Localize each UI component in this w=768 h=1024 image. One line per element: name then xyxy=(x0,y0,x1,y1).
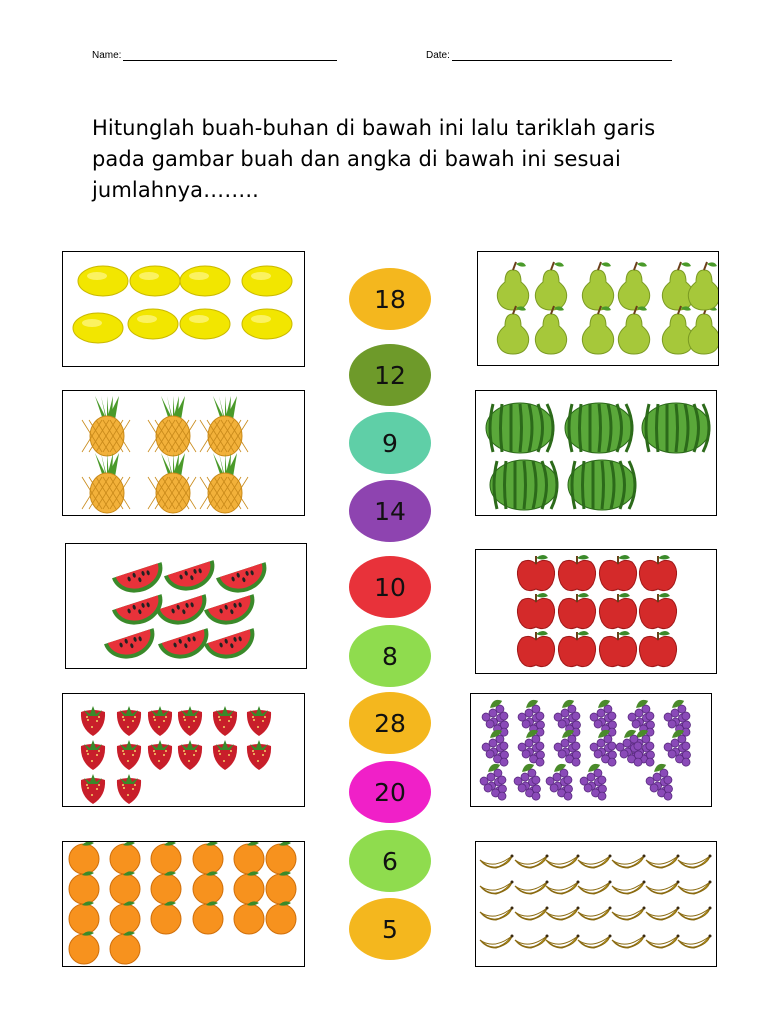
name-field[interactable] xyxy=(92,50,337,61)
strawberry-icon xyxy=(178,740,202,770)
pear-icon xyxy=(497,306,528,354)
orange-icon xyxy=(151,842,181,874)
watermelon-icon xyxy=(568,460,636,510)
pineapple-icon xyxy=(82,396,130,456)
number-circle-4[interactable] xyxy=(349,480,431,542)
banana-icon xyxy=(678,855,712,869)
lemon-icon xyxy=(242,309,292,339)
orange-icon xyxy=(110,842,140,874)
orange-icon xyxy=(193,842,223,874)
grape-icon xyxy=(510,761,551,805)
grape-icon xyxy=(550,727,591,771)
banana-box[interactable] xyxy=(475,841,717,967)
watermelon-slice-icon xyxy=(204,628,260,665)
banana-icon xyxy=(678,935,712,949)
number-circle-7[interactable] xyxy=(349,692,431,754)
date-label: Date: xyxy=(426,50,450,61)
apple-icon xyxy=(639,555,676,591)
number-circle-6[interactable] xyxy=(349,625,431,687)
apple-icon xyxy=(639,631,676,667)
lemon-icon xyxy=(78,266,128,296)
number-circle-9[interactable] xyxy=(349,830,431,892)
number-label: 9 xyxy=(382,428,398,458)
orange-icon xyxy=(69,901,99,934)
apple-icon xyxy=(517,555,554,591)
banana-icon xyxy=(546,855,580,869)
number-circle-10[interactable] xyxy=(349,898,431,960)
pineapple-box[interactable] xyxy=(62,390,305,516)
banana-icon xyxy=(480,855,514,869)
pear-icon xyxy=(618,306,649,354)
orange-icon xyxy=(110,931,140,964)
apple-icon xyxy=(639,593,676,629)
pear-icon xyxy=(582,262,613,310)
orange-icon xyxy=(110,871,140,904)
apple-icon xyxy=(517,631,554,667)
banana-icon xyxy=(546,935,580,949)
banana-icon xyxy=(612,935,646,949)
banana-icon xyxy=(578,855,612,869)
pear-group xyxy=(478,252,718,365)
strawberry-icon xyxy=(81,740,105,770)
banana-icon xyxy=(612,881,646,895)
banana-icon xyxy=(612,855,646,869)
number-circle-8[interactable] xyxy=(349,761,431,823)
banana-icon xyxy=(646,855,680,869)
orange-icon xyxy=(266,842,296,874)
watermelon-slice-icon xyxy=(104,628,160,665)
strawberry-box[interactable] xyxy=(62,693,305,807)
date-line[interactable] xyxy=(452,50,672,61)
grape-icon xyxy=(642,761,683,805)
pineapple-icon xyxy=(82,453,130,513)
lemon-icon xyxy=(130,266,180,296)
strawberry-icon xyxy=(81,706,105,736)
banana-icon xyxy=(480,907,514,921)
name-label: Name: xyxy=(92,50,122,61)
watermelon-icon xyxy=(642,403,710,453)
grape-group xyxy=(471,694,711,806)
banana-icon xyxy=(578,907,612,921)
apple-icon xyxy=(517,593,554,629)
strawberry-icon xyxy=(213,706,237,736)
number-label: 5 xyxy=(382,914,398,944)
pineapple-group xyxy=(63,391,304,515)
orange-icon xyxy=(234,901,264,934)
number-circle-3[interactable] xyxy=(349,412,431,474)
banana-icon xyxy=(515,881,549,895)
pineapple-icon xyxy=(148,453,196,513)
lemon-group xyxy=(63,252,304,366)
banana-icon xyxy=(578,881,612,895)
banana-icon xyxy=(515,935,549,949)
strawberry-icon xyxy=(178,706,202,736)
grape-icon xyxy=(542,761,583,805)
banana-icon xyxy=(515,907,549,921)
number-label: 20 xyxy=(374,777,406,807)
orange-icon xyxy=(266,901,296,934)
orange-icon xyxy=(69,842,99,874)
banana-group xyxy=(476,842,716,966)
watermelon-slice-group xyxy=(66,544,306,668)
pear-box[interactable] xyxy=(477,251,719,366)
strawberry-icon xyxy=(213,740,237,770)
pineapple-icon xyxy=(200,453,248,513)
orange-box[interactable] xyxy=(62,841,305,967)
strawberry-icon xyxy=(247,740,271,770)
pear-icon xyxy=(688,262,718,310)
number-label: 28 xyxy=(374,708,406,738)
orange-icon xyxy=(234,871,264,904)
strawberry-icon xyxy=(117,706,141,736)
strawberry-icon xyxy=(117,774,141,804)
watermelon-slice-box[interactable] xyxy=(65,543,307,669)
orange-icon xyxy=(151,901,181,934)
orange-icon xyxy=(266,871,296,904)
date-field[interactable] xyxy=(426,50,672,61)
watermelon-group xyxy=(476,391,716,515)
apple-icon xyxy=(558,593,595,629)
pear-icon xyxy=(582,306,613,354)
instruction-text: Hitunglah buah-buhan di bawah ini lalu tariklah garis pada gambar buah dan angka di bawah ini sesuai jumlahnya…….. xyxy=(92,116,656,202)
watermelon-slice-icon xyxy=(216,562,272,599)
strawberry-icon xyxy=(148,740,172,770)
watermelon-icon xyxy=(565,403,633,453)
strawberry-group xyxy=(63,694,304,806)
pear-icon xyxy=(497,262,528,310)
pineapple-icon xyxy=(148,396,196,456)
strawberry-icon xyxy=(81,774,105,804)
apple-group xyxy=(476,550,716,673)
number-label: 6 xyxy=(382,846,398,876)
apple-box[interactable] xyxy=(475,549,717,674)
orange-icon xyxy=(69,931,99,964)
watermelon-slice-icon xyxy=(112,562,168,599)
strawberry-icon xyxy=(247,706,271,736)
apple-icon xyxy=(558,631,595,667)
banana-icon xyxy=(646,935,680,949)
pear-icon xyxy=(535,262,566,310)
number-label: 12 xyxy=(374,360,406,390)
watermelon-slice-icon xyxy=(156,594,212,631)
watermelon-slice-icon xyxy=(204,594,260,631)
grape-icon xyxy=(576,761,617,805)
banana-icon xyxy=(678,907,712,921)
apple-icon xyxy=(599,593,636,629)
pear-icon xyxy=(662,306,693,354)
banana-icon xyxy=(480,881,514,895)
strawberry-icon xyxy=(117,740,141,770)
apple-icon xyxy=(599,555,636,591)
banana-icon xyxy=(546,907,580,921)
pear-icon xyxy=(688,306,718,354)
watermelon-slice-icon xyxy=(164,560,220,597)
banana-icon xyxy=(480,935,514,949)
lemon-icon xyxy=(180,266,230,296)
number-circle-5[interactable] xyxy=(349,556,431,618)
orange-icon xyxy=(234,842,264,874)
name-line[interactable] xyxy=(123,50,337,61)
apple-icon xyxy=(599,631,636,667)
number-label: 8 xyxy=(382,641,398,671)
lemon-icon xyxy=(128,309,178,339)
watermelon-icon xyxy=(486,403,554,453)
orange-icon xyxy=(69,871,99,904)
orange-icon xyxy=(193,901,223,934)
banana-icon xyxy=(646,907,680,921)
orange-group xyxy=(63,842,304,966)
banana-icon xyxy=(612,907,646,921)
lemon-icon xyxy=(180,309,230,339)
lemon-box[interactable] xyxy=(62,251,305,367)
pineapple-icon xyxy=(200,396,248,456)
number-label: 10 xyxy=(374,572,406,602)
number-circle-2[interactable] xyxy=(349,344,431,406)
orange-icon xyxy=(193,871,223,904)
lemon-icon xyxy=(73,313,123,343)
watermelon-icon xyxy=(490,460,558,510)
banana-icon xyxy=(515,855,549,869)
banana-icon xyxy=(546,881,580,895)
strawberry-icon xyxy=(148,706,172,736)
grape-box[interactable] xyxy=(470,693,712,807)
grape-icon xyxy=(476,761,517,805)
pear-icon xyxy=(618,262,649,310)
pear-icon xyxy=(662,262,693,310)
apple-icon xyxy=(558,555,595,591)
watermelon-box[interactable] xyxy=(475,390,717,516)
pear-icon xyxy=(535,306,566,354)
number-label: 14 xyxy=(374,496,406,526)
orange-icon xyxy=(110,901,140,934)
number-circle-1[interactable] xyxy=(349,268,431,330)
lemon-icon xyxy=(242,266,292,296)
banana-icon xyxy=(578,935,612,949)
banana-icon xyxy=(646,881,680,895)
number-label: 18 xyxy=(374,284,406,314)
orange-icon xyxy=(151,871,181,904)
banana-icon xyxy=(678,881,712,895)
